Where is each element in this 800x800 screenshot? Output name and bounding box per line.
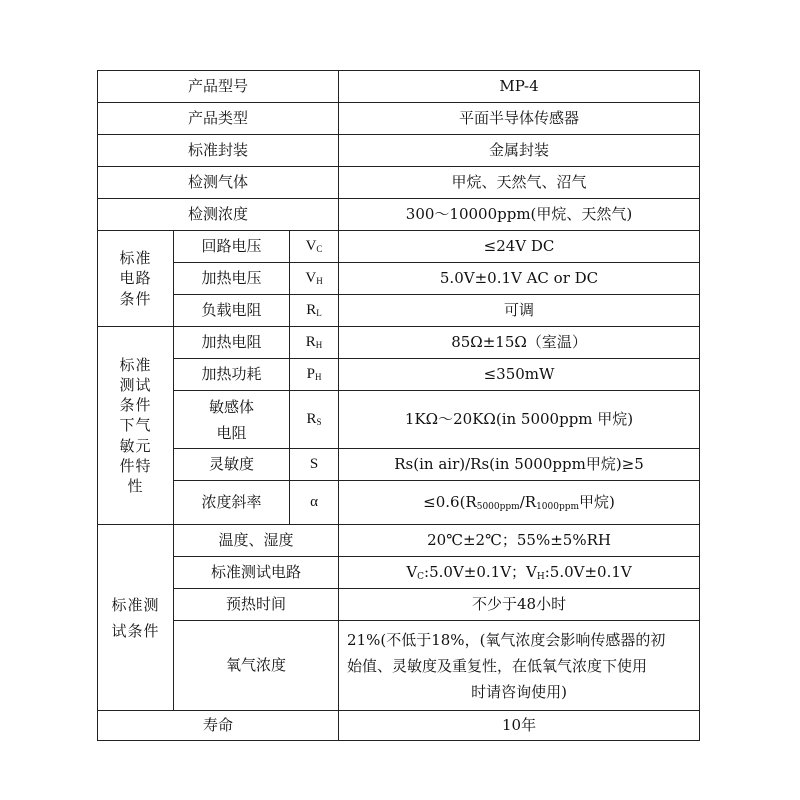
row-value: 300～10000ppm(甲烷、天然气)	[339, 199, 700, 231]
table-row	[98, 589, 700, 621]
table-row	[98, 327, 700, 359]
param-symbol: $R_H$	[290, 327, 339, 359]
param-value: 85Ω±15Ω（室温）	[339, 327, 700, 359]
table-row	[98, 481, 700, 525]
param-value: ≤24V DC	[339, 231, 700, 263]
param-label: 加热电压	[174, 263, 290, 295]
param-label: 加热功耗	[174, 359, 290, 391]
group-label-test: 标准测 试条件	[98, 525, 174, 711]
param-symbol: $R_S$	[290, 391, 339, 449]
param-symbol: S	[290, 449, 339, 481]
table-row	[98, 557, 700, 589]
table-row	[98, 621, 700, 711]
row-label: 产品型号	[98, 71, 339, 103]
table-row	[98, 231, 700, 263]
table-row	[98, 525, 700, 557]
row-label: 寿命	[98, 711, 339, 741]
param-value: $\le 0.6(R_{5000ppm}/R_{1000ppm}$甲烷)	[339, 481, 700, 525]
row-value: 甲烷、天然气、沼气	[339, 167, 700, 199]
param-value: ≤350mW	[339, 359, 700, 391]
param-symbol: $V_H$	[290, 263, 339, 295]
row-value: 平面半导体传感器	[339, 103, 700, 135]
param-label: 标准测试电路	[174, 557, 339, 589]
spec-table	[97, 70, 700, 741]
param-value: 可调	[339, 295, 700, 327]
group-label-characteristics: 标准 测试 条件 下气 敏元 件特 性	[98, 327, 174, 525]
param-symbol: $R_L$	[290, 295, 339, 327]
param-value: $V_C:5.0V\pm 0.1V$；$V_H:5.0V\pm 0.1V$	[339, 557, 700, 589]
table-row	[98, 263, 700, 295]
param-value: 21%(不低于18%，(氧气浓度会影响传感器的初 始值、灵敏度及重复性，在低氧气浓度下使用 时请咨询使用)	[339, 621, 700, 711]
table-row	[98, 295, 700, 327]
param-symbol: α	[290, 481, 339, 525]
param-label: 温度、湿度	[174, 525, 339, 557]
table-row	[98, 449, 700, 481]
table-row	[98, 167, 700, 199]
table-row	[98, 103, 700, 135]
row-label: 检测气体	[98, 167, 339, 199]
row-value: 金属封装	[339, 135, 700, 167]
param-label: 灵敏度	[174, 449, 290, 481]
param-label: 敏感体 电阻	[174, 391, 290, 449]
param-label: 氧气浓度	[174, 621, 339, 711]
row-label: 标准封装	[98, 135, 339, 167]
param-value: 5.0V±0.1V AC or DC	[339, 263, 700, 295]
param-value: Rs(in air)/Rs(in 5000ppm甲烷)≥5	[339, 449, 700, 481]
row-value: MP-4	[339, 71, 700, 103]
param-value: 20℃±2℃；55%±5%RH	[339, 525, 700, 557]
param-value: 不少于48小时	[339, 589, 700, 621]
table-row	[98, 711, 700, 741]
param-value: 1KΩ～20KΩ(in 5000ppm 甲烷)	[339, 391, 700, 449]
param-label: 浓度斜率	[174, 481, 290, 525]
row-label: 产品类型	[98, 103, 339, 135]
group-label-circuit: 标准 电路 条件	[98, 231, 174, 327]
row-label: 检测浓度	[98, 199, 339, 231]
row-value: 10年	[339, 711, 700, 741]
table-row	[98, 135, 700, 167]
param-symbol: $P_H$	[290, 359, 339, 391]
table-row	[98, 359, 700, 391]
table-row	[98, 71, 700, 103]
table-row	[98, 199, 700, 231]
param-label: 负载电阻	[174, 295, 290, 327]
param-label: 预热时间	[174, 589, 339, 621]
param-symbol: $V_C$	[290, 231, 339, 263]
table-row	[98, 391, 700, 449]
param-label: 加热电阻	[174, 327, 290, 359]
param-label: 回路电压	[174, 231, 290, 263]
